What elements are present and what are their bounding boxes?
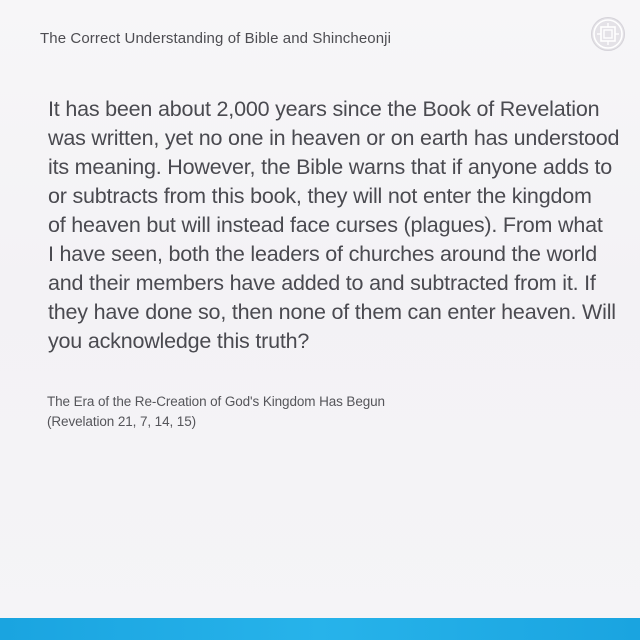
quote-line: I have seen, both the leaders of churches around the world xyxy=(48,242,597,266)
bottom-accent-bar xyxy=(0,618,640,640)
source-book-title: The Era of the Re-Creation of God's Kingdom Has Begun xyxy=(47,394,385,409)
quote-line: its meaning. However, the Bible warns that if anyone adds to xyxy=(48,155,613,179)
source-reference: (Revelation 21, 7, 14, 15) xyxy=(47,414,196,429)
quote-line: It has been about 2,000 years since the Book of Revelation xyxy=(48,97,600,121)
quote-line: was written, yet no one in heaven or on earth has understood xyxy=(48,126,620,150)
quote-line: and their members have added to and subtracted from it. If xyxy=(48,271,596,295)
page-header-title: The Correct Understanding of Bible and Shincheonji xyxy=(40,30,392,47)
quote-line: or subtracts from this book, they will not enter the kingdom xyxy=(48,184,592,208)
quote-line: of heaven but will instead face curses (plagues). From what xyxy=(48,213,603,237)
source-citation xyxy=(47,392,385,432)
shincheonji-emblem-icon xyxy=(591,17,625,51)
main-quote xyxy=(48,95,618,356)
quote-line: you acknowledge this truth? xyxy=(48,329,310,353)
quote-line: they have done so, then none of them can enter heaven. Will xyxy=(48,300,616,324)
